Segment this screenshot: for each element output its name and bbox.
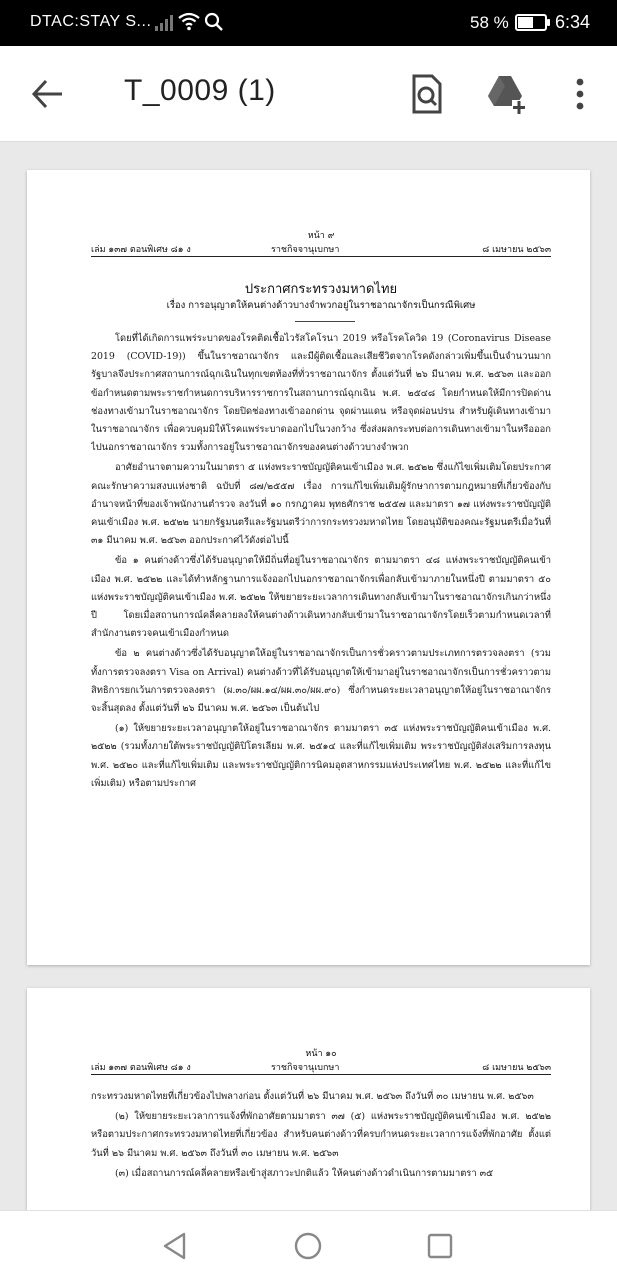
back-arrow-icon[interactable]: [26, 76, 66, 112]
gazette-name: ราชกิจจานุเบกษา: [271, 245, 340, 255]
paragraph: (๒) ให้ขยายระยะเวลาการแจ้งที่พักอาศัยตามมาตรา ๓๗ (๕) แห่งพระราชบัญญัติคนเข้าเมือง พ.ศ. ๒๕๒๒ หรือตามประกาศกระทรวงมหาดไทยที่เกี่ยวข้อง สำหรับคนต่างด้าวที่ครบกำหนดระยะเวลาการแจ้งที่พักอาศัย ตั้งแต่วันที่ ๒๖ มีนาคม พ.ศ. ๒๕๖๓ ถึงวันที่ ๓๐ เมษายน พ.ศ. ๒๕๖๓: [91, 1111, 551, 1159]
paragraph: โดยที่ได้เกิดการแพร่ระบาดของโรคติดเชื้อไวรัสโคโรนา 2019 หรือโรคโควิด 19 (Coronavirus Disease 2019 (COVID-19)) ขึ้นในราชอาณาจักร และมีผู้ติดเชื้อและเสียชีวิตจากโรคดังกล่าวเพิ่มขึ้นเป็นจำนวนมาก รัฐบาลจึงประกาศสถานการณ์ฉุกเฉินในทุกเขตท้องที่ทั่วราชอาณาจักร ตั้งแต่วันที่ ๒๖ มีนาคม พ.ศ. ๒๕๖๓ และออกข้อกำหนดตามพระราชกำหนดการบริหารราชการในสถานการณ์ฉุกเฉิน พ.ศ. ๒๕๔๘ โดยกำหนดให้มีการปิดด่านช่องทางเข้ามาในราชอาณาจักร โดยปิดช่องทางเข้าออกด่าน จุดผ่านแดน หรือจุดผ่อนปรน สำหรับผู้เดินทางเข้ามาในราชอาณาจักร เพื่อควบคุมมิให้โรคแพร่ระบาดออกไปในวงกว้าง ซึ่งส่งผลกระทบต่อการเดินทางเข้ามาในหรือออกไปนอกราชอาณาจักร รวมทั้งการอยู่ในราชอาณาจักรของคนต่างด้าวบางจำพวก: [91, 333, 551, 454]
header-rule: [91, 256, 551, 257]
wifi-icon: [178, 11, 200, 31]
search-notification-icon: [204, 12, 224, 32]
nav-recents-icon[interactable]: [425, 1231, 455, 1261]
title-divider: [295, 321, 355, 322]
find-in-document-icon[interactable]: [404, 72, 448, 116]
gazette-date: ๘ เมษายน ๒๕๖๓: [482, 245, 551, 255]
paragraph: อาศัยอำนาจตามความในมาตรา ๕ แห่งพระราชบัญญัติคนเข้าเมือง พ.ศ. ๒๕๒๒ ซึ่งแก้ไขเพิ่มเติมโดยประกาศคณะรักษาความสงบแห่งชาติ ฉบับที่ ๘๗/๒๕๕๗ เรื่อง การแก้ไขเพิ่มเติมผู้รักษาการตามกฎหมายที่เกี่ยวข้องกับอำนาจหน้าที่ของเจ้าพนักงานตำรวจ ลงวันที่ ๑๐ กรกฎาคม พุทธศักราช ๒๕๕๗ และมาตรา ๑๗ แห่งพระราชบัญญัติคนเข้าเมือง พ.ศ. ๒๕๒๒ นายกรัฐมนตรีและรัฐมนตรีว่าการกระทรวงมหาดไทย โดยอนุมัติของคณะรัฐมนตรีเมื่อวันที่ ๓๑ มีนาคม พ.ศ. ๒๕๖๓ ออกประกาศไว้ดังต่อไปนี้: [91, 462, 551, 547]
nav-back-icon[interactable]: [160, 1231, 190, 1261]
battery-percent: 58 %: [470, 13, 509, 32]
gazette-volume: เล่ม ๑๓๗ ตอนพิเศษ ๘๑ ง: [91, 245, 191, 255]
paragraph: ข้อ ๒ คนต่างด้าวซึ่งได้รับอนุญาตให้อยู่ในราชอาณาจักรเป็นการชั่วคราวตามประเภทการตรวจลงตรา (รวมทั้งการตรวจลงตรา Visa on Arrival) คนต่างด้าวที่ได้รับอนุญาตให้เข้ามาอยู่ในราชอาณาจักรเป็นการชั่วคราวตามสิทธิการยกเว้นการตรวจลงตรา (ผ.๓๐/ผผ.๑๔/ผผ.๓๐/ผผ.๙๐) ซึ่งกำหนดระยะเวลาอนุญาตให้อยู่ในราชอาณาจักรจะสิ้นสุดลง ตั้งแต่วันที่ ๒๖ มีนาคม พ.ศ. ๒๕๖๓ เป็นต้นไป: [91, 648, 551, 715]
paragraph: (๓) เมื่อสถานการณ์คลี่คลายหรือเข้าสู่สภาวะปกติแล้ว ให้คนต่างด้าวดำเนินการตามมาตรา ๓๕: [115, 1167, 494, 1179]
app-bar: [0, 46, 617, 142]
document-page: [27, 988, 590, 1210]
gazette-volume: เล่ม ๑๓๗ ตอนพิเศษ ๘๑ ง: [91, 1063, 191, 1073]
more-vert-icon[interactable]: [558, 72, 602, 116]
battery-icon: [515, 14, 547, 31]
add-to-drive-icon[interactable]: [484, 72, 528, 116]
navigation-bar: [0, 1210, 617, 1280]
paragraph: ข้อ ๑ คนต่างด้าวซึ่งได้รับอนุญาตให้มีถิ่นที่อยู่ในราชอาณาจักร ตามมาตรา ๔๘ แห่งพระราชบัญญัติคนเข้าเมือง พ.ศ. ๒๕๒๒ และได้ทำหลักฐานการแจ้งออกไปนอกราชอาณาจักรเพื่อกลับเข้ามาภายในหนึ่งปี ตามมาตรา ๕๐ แห่งพระราชบัญญัติคนเข้าเมือง พ.ศ. ๒๕๒๒ ให้ขยายระยะเวลาการเดินทางกลับเข้ามาในราชอาณาจักรเกินกว่าหนึ่งปี โดยเมื่อสถานการณ์คลี่คลายลงให้คนต่างด้าวเดินทางกลับเข้ามาในราชอาณาจักรโดยเร็วตามกำหนดเวลาที่สำนักงานตรวจคนเข้าเมืองกำหนด: [91, 555, 551, 640]
paragraph: กระทรวงมหาดไทยที่เกี่ยวข้องไปพลางก่อน ตั้งแต่วันที่ ๒๖ มีนาคม พ.ศ. ๒๕๖๓ ถึงวันที่ ๓๐ เมษายน พ.ศ. ๒๕๖๓: [91, 1091, 534, 1102]
gazette-date: ๘ เมษายน ๒๕๖๓: [482, 1063, 551, 1073]
signal-icon: [155, 13, 173, 31]
document-page: [27, 170, 590, 965]
document-title: T_0009 (1): [124, 74, 276, 107]
page-body: [91, 330, 551, 850]
announcement-subject: เรื่อง การอนุญาตให้คนต่างด้าวบางจำพวกอยู่ในราชอาณาจักรเป็นกรณีพิเศษ: [166, 300, 476, 311]
gazette-name: ราชกิจจานุเบกษา: [271, 1063, 340, 1073]
page-number: หน้า ๑๐: [305, 1049, 337, 1059]
announcement-title: ประกาศกระทรวงมหาดไทย: [244, 282, 398, 297]
status-bar: [0, 0, 617, 46]
nav-home-icon[interactable]: [293, 1231, 323, 1261]
document-viewer[interactable]: [0, 142, 617, 1210]
page-body: [91, 1088, 551, 1210]
paragraph: (๑) ให้ขยายระยะเวลาอนุญาตให้อยู่ในราชอาณาจักร ตามมาตรา ๓๕ แห่งพระราชบัญญัติคนเข้าเมือง พ.ศ. ๒๕๒๒ (รวมทั้งภายใต้พระราชบัญญัติปิโตรเลียม พ.ศ. ๒๕๑๔ และที่แก้ไขเพิ่มเติม พระราชบัญญัติส่งเสริมการลงทุน พ.ศ. ๒๕๒๐ และที่แก้ไขเพิ่มเติม และพระราชบัญญัติการนิคมอุตสาหกรรมแห่งประเทศไทย พ.ศ. ๒๕๒๒ และที่แก้ไขเพิ่มเติม) หรือตามประกาศ: [91, 723, 551, 789]
page-number: หน้า ๙: [307, 231, 335, 241]
carrier-name: DTAC:STAY S...: [30, 13, 152, 30]
header-rule: [91, 1074, 551, 1075]
clock: 6:34: [555, 12, 591, 32]
